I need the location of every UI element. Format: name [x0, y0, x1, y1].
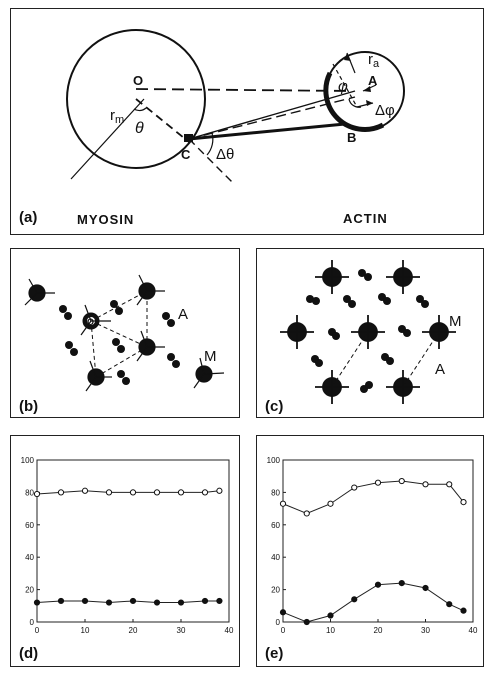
- data-point-filled: [202, 598, 207, 603]
- line-o-a: [136, 89, 352, 91]
- data-point-open: [352, 485, 357, 490]
- data-point-filled: [352, 597, 357, 602]
- label-o: O: [133, 73, 144, 88]
- panel-label-c: (c): [265, 398, 284, 415]
- data-point-filled: [58, 598, 63, 603]
- data-point-filled: [34, 600, 39, 605]
- x-tick-label: 40: [468, 626, 478, 635]
- data-point-filled: [399, 581, 404, 586]
- x-tick-label: 0: [280, 626, 286, 635]
- data-point-filled: [328, 613, 333, 618]
- data-point-filled: [130, 598, 135, 603]
- y-tick-label: 80: [271, 488, 280, 498]
- data-point-open: [130, 490, 135, 495]
- data-point-filled: [447, 602, 452, 607]
- label-rm: $r_m$: [110, 107, 125, 126]
- c-point-marker: [184, 134, 193, 142]
- y-tick-label: 80: [25, 488, 34, 498]
- y-tick-label: 40: [25, 553, 34, 563]
- label-phi: φ: [338, 78, 348, 95]
- data-point-open: [280, 501, 285, 506]
- label-a-b: A: [178, 306, 189, 323]
- x-tick-label: 10: [80, 626, 90, 635]
- data-point-open: [154, 490, 159, 495]
- series-line-filled: [37, 601, 219, 603]
- data-point-filled: [423, 585, 428, 590]
- data-point-filled: [280, 610, 285, 615]
- label-a: A: [368, 73, 378, 88]
- data-point-open: [106, 490, 111, 495]
- data-point-open: [399, 478, 404, 483]
- y-tick-label: 20: [271, 585, 280, 595]
- panel-label-d: (d): [19, 645, 39, 662]
- label-a-c: A: [435, 361, 446, 378]
- y-tick-label: 100: [266, 456, 280, 465]
- panel-label-b: (b): [19, 398, 39, 415]
- data-point-open: [304, 511, 309, 516]
- label-m-c: M: [449, 313, 462, 330]
- y-tick-label: 40: [271, 553, 280, 563]
- data-point-filled: [217, 598, 222, 603]
- panel-e: [256, 435, 484, 667]
- data-point-open: [34, 491, 39, 496]
- y-tick-label: 60: [271, 520, 280, 530]
- data-point-open: [217, 488, 222, 493]
- data-point-filled: [178, 600, 183, 605]
- data-point-open: [82, 488, 87, 493]
- data-point-open: [58, 490, 63, 495]
- data-point-open: [328, 501, 333, 506]
- panel-a: [10, 8, 484, 235]
- label-m-b: M: [204, 348, 217, 365]
- data-point-open: [178, 490, 183, 495]
- chart-e: [257, 436, 485, 668]
- data-point-filled: [106, 600, 111, 605]
- label-o-b: O: [87, 317, 95, 327]
- series-line-open: [283, 481, 464, 513]
- series-line-open: [37, 491, 219, 494]
- data-point-filled: [304, 619, 309, 624]
- panel-b: [10, 248, 240, 418]
- data-point-open: [461, 500, 466, 505]
- label-myosin: MYOSIN: [77, 212, 135, 227]
- panel-b-lattice: [11, 249, 241, 419]
- y-tick-label: 20: [25, 585, 34, 595]
- data-point-open: [375, 480, 380, 485]
- x-tick-label: 30: [421, 626, 430, 635]
- plot-frame: [37, 460, 229, 622]
- label-ra: $r_a$: [368, 51, 380, 70]
- label-b: B: [347, 130, 357, 145]
- x-tick-label: 10: [326, 626, 335, 635]
- panel-c-lattice: [257, 249, 485, 419]
- series-line-filled: [283, 583, 464, 622]
- panel-c: [256, 248, 484, 418]
- panel-a-geometry-diagram: [11, 9, 485, 236]
- data-point-filled: [154, 600, 159, 605]
- label-c: C: [181, 147, 191, 162]
- x-tick-label: 20: [373, 626, 383, 635]
- x-tick-label: 0: [34, 626, 40, 635]
- data-point-filled: [82, 598, 87, 603]
- label-theta: θ: [135, 120, 144, 137]
- label-dtheta: Δθ: [216, 146, 235, 163]
- label-dphi: Δφ: [375, 102, 395, 119]
- data-point-filled: [461, 608, 466, 613]
- data-point-open: [202, 490, 207, 495]
- x-tick-label: 30: [176, 626, 186, 635]
- data-point-filled: [375, 582, 380, 587]
- y-tick-label: 100: [20, 456, 34, 465]
- y-tick-label: 60: [25, 520, 34, 530]
- y-tick-label: 0: [275, 618, 280, 627]
- label-actin: ACTIN: [343, 211, 388, 226]
- panel-d: [10, 435, 240, 667]
- chart-d: [11, 436, 241, 668]
- x-tick-label: 40: [224, 626, 234, 635]
- data-point-open: [447, 482, 452, 487]
- y-tick-label: 0: [29, 618, 34, 627]
- panel-label-a: (a): [19, 209, 38, 226]
- panel-label-e: (e): [265, 645, 284, 662]
- data-point-open: [423, 482, 428, 487]
- line-o-c: [136, 99, 189, 142]
- x-tick-label: 20: [128, 626, 138, 635]
